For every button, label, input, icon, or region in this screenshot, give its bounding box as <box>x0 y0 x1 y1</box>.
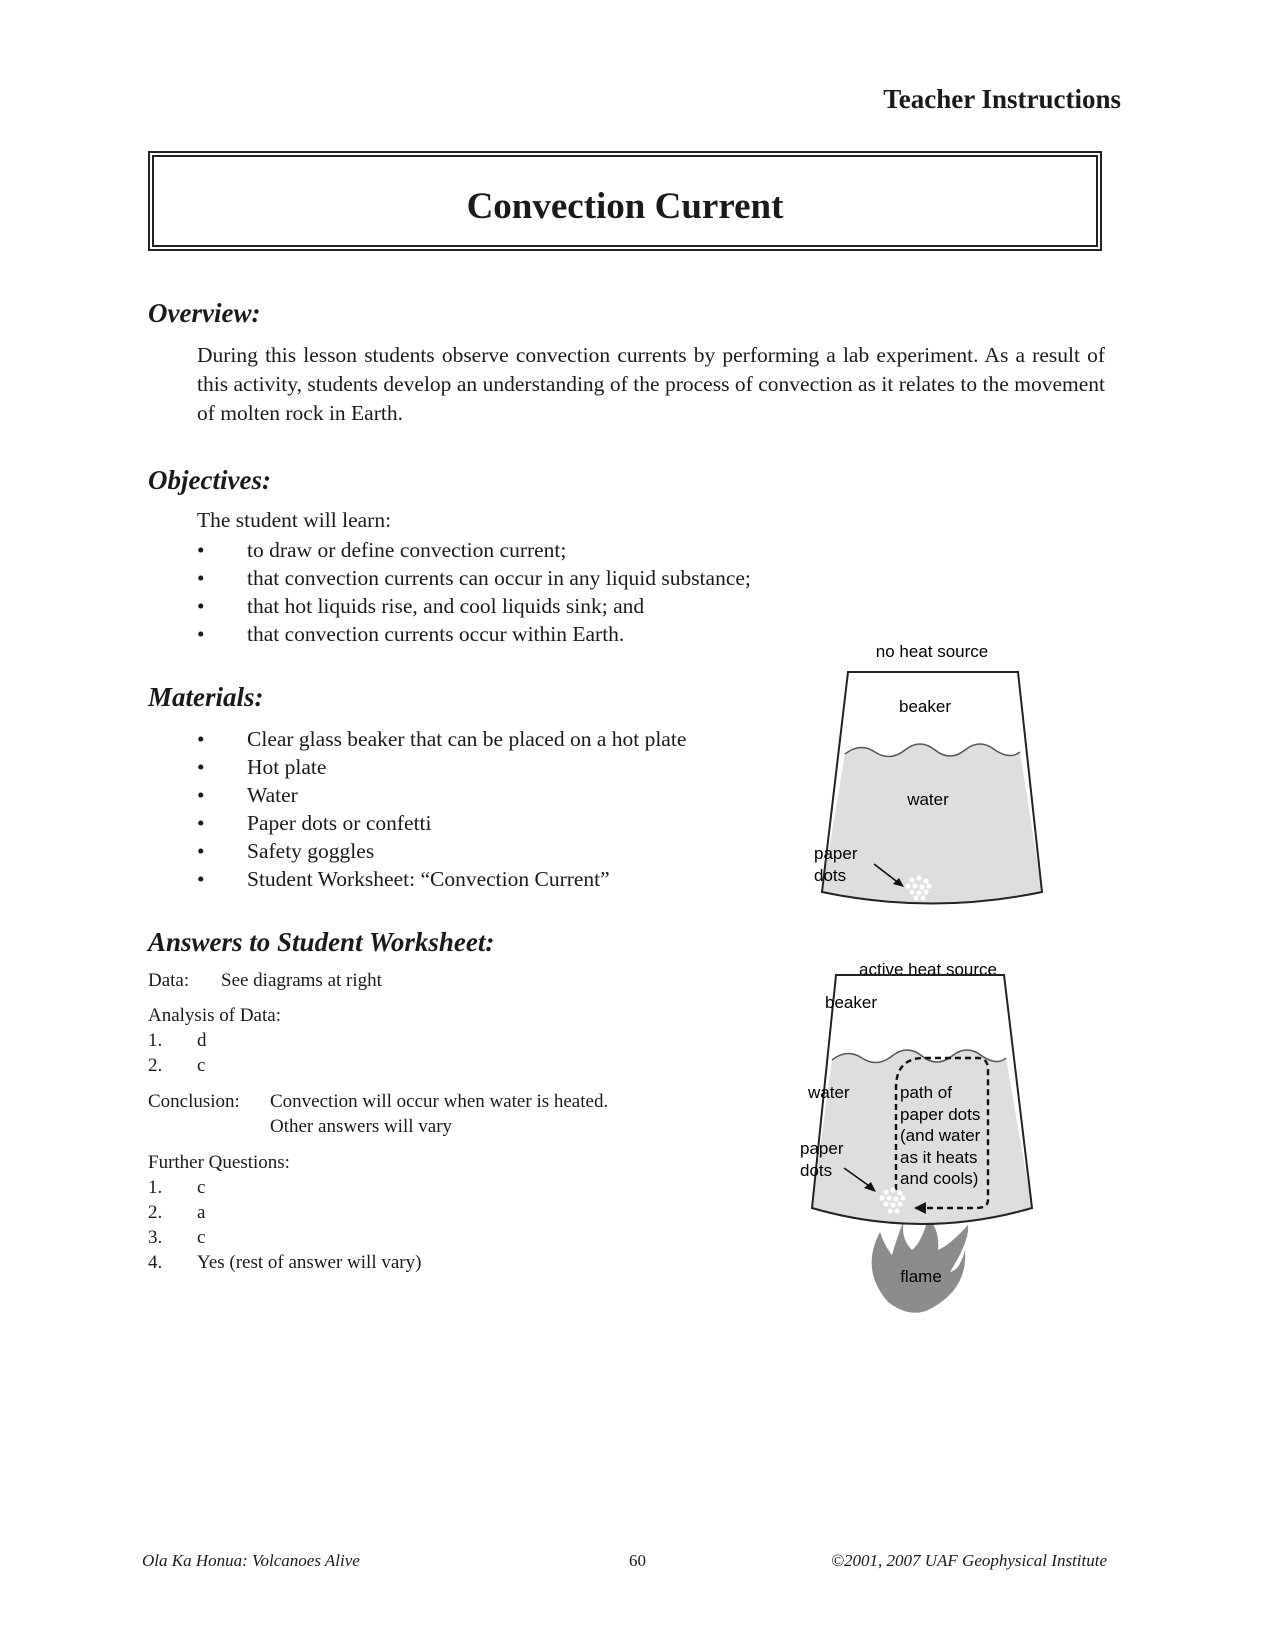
beaker-label: beaker <box>899 697 951 716</box>
paper-label-line1: paper <box>800 1139 844 1158</box>
conclusion-label: Conclusion: <box>148 1091 240 1112</box>
list-item: • Paper dots or confetti <box>197 811 432 835</box>
list-item: • that convection currents can occur in any liquid substance; <box>197 566 751 590</box>
analysis-num-1: 1. <box>148 1030 163 1051</box>
paper-label-line2: dots <box>814 866 847 885</box>
further-num-2: 2. <box>148 1202 163 1223</box>
conclusion-line-2: Other answers will vary <box>270 1116 453 1137</box>
further-answer-2: a <box>197 1202 206 1223</box>
water-label: water <box>907 790 949 809</box>
beaker-diagram-no-heat <box>810 630 1070 920</box>
objectives-intro: The student will learn: <box>197 508 392 532</box>
list-item: • to draw or define convection current; <box>197 538 567 562</box>
page-title: Convection Current <box>466 186 784 227</box>
materials-list <box>197 725 686 893</box>
list-item: • Clear glass beaker that can be placed on a hot plate <box>197 727 687 751</box>
objectives-heading: Objectives: <box>148 465 271 495</box>
list-item: • Hot plate <box>197 755 327 779</box>
list-item: • Safety goggles <box>197 839 375 863</box>
path-label-line2: paper dots <box>900 1105 981 1124</box>
materials-heading: Materials: <box>148 682 264 712</box>
flame-label: flame <box>900 1267 942 1286</box>
path-label-line4: as it heats <box>900 1148 978 1167</box>
further-num-1: 1. <box>148 1177 163 1198</box>
bullet-icon: • <box>197 622 205 646</box>
further-num-4: 4. <box>148 1252 163 1273</box>
bullet-icon: • <box>197 783 205 807</box>
bullet-icon: • <box>197 566 205 590</box>
data-label: Data: <box>148 970 190 991</box>
path-label-line3: (and water <box>900 1126 981 1145</box>
paper-label-line1: paper <box>814 844 858 863</box>
water-label: water <box>808 1083 850 1102</box>
further-answer-4: Yes (rest of answer will vary) <box>197 1252 422 1273</box>
list-item: • Water <box>197 783 298 807</box>
list-item: • Student Worksheet: “Convection Current” <box>197 867 610 891</box>
further-label: Further Questions: <box>148 1152 290 1173</box>
analysis-answer-2: c <box>197 1055 206 1076</box>
bullet-icon: • <box>197 538 205 562</box>
analysis-label: Analysis of Data: <box>148 1005 281 1026</box>
data-value: See diagrams at right <box>221 970 382 991</box>
bullet-icon: • <box>197 727 205 751</box>
bullet-icon: • <box>197 867 205 891</box>
further-answer-1: c <box>197 1177 206 1198</box>
bullet-icon: • <box>197 755 205 779</box>
objectives-list <box>197 536 751 648</box>
paper-label-line2: dots <box>800 1161 833 1180</box>
title-box <box>148 151 1102 251</box>
beaker-diagram-active-heat <box>800 950 1070 1350</box>
bullet-icon: • <box>197 811 205 835</box>
page-number: 60 <box>629 1551 646 1570</box>
further-answer-3: c <box>197 1227 206 1248</box>
water-fill <box>822 744 1042 904</box>
analysis-num-2: 2. <box>148 1055 163 1076</box>
header-label: Teacher Instructions <box>883 84 1121 114</box>
diagram2-caption: active heat source <box>859 960 997 979</box>
beaker-label: beaker <box>825 993 877 1012</box>
bullet-icon: • <box>197 839 205 863</box>
diagram1-caption: no heat source <box>875 642 989 661</box>
footer-title: Ola Ka Honua: Volcanoes Alive <box>142 1551 360 1570</box>
further-num-3: 3. <box>148 1227 163 1248</box>
conclusion-line-1: Convection will occur when water is heated. <box>270 1091 609 1112</box>
flame-shape <box>872 1218 969 1313</box>
overview-heading: Overview: <box>148 298 261 328</box>
overview-text: During this lesson students observe convection currents by performing a lab experiment. As a result of this activity, students develop an understanding of the process of convection as it relates to the movement of molten rock in Earth. <box>197 343 1105 425</box>
path-label-line1: path of <box>900 1083 952 1102</box>
analysis-answer-1: d <box>197 1030 207 1051</box>
path-label-line5: and cools) <box>900 1169 979 1188</box>
list-item: • that hot liquids rise, and cool liquids sink; and <box>197 594 645 618</box>
list-item: • that convection currents occur within Earth. <box>197 622 625 646</box>
bullet-icon: • <box>197 594 205 618</box>
footer-copyright: ©2001, 2007 UAF Geophysical Institute <box>831 1551 1107 1570</box>
answers-heading: Answers to Student Worksheet: <box>148 927 495 957</box>
